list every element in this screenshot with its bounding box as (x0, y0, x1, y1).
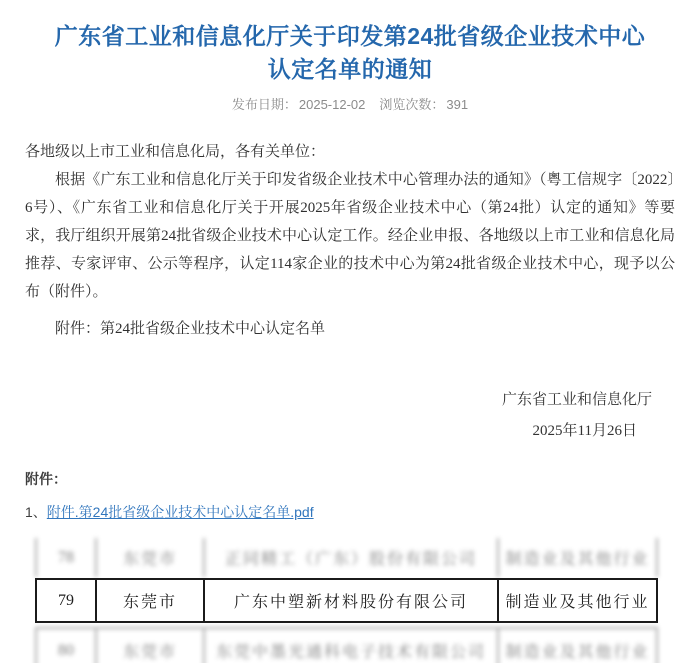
attachments-label: 附件： (25, 471, 67, 487)
views-label: 浏览次数： (379, 97, 445, 112)
sign-date: 2025年11月26日 (532, 423, 637, 439)
cell-row-number: 78 (37, 538, 97, 577)
signer-name: 广东省工业和信息化厅 (501, 392, 652, 408)
cell-row-number: 80 (37, 629, 97, 663)
publish-date-label: 发布日期： (231, 97, 297, 112)
page-title: 广东省工业和信息化厅关于印发第24批省级企业技术中心认定名单的通知 (54, 23, 646, 82)
cell-company: 东莞中墨光通科电子技术有限公司 (205, 629, 499, 663)
cell-industry: 制造业及其他行业 (505, 594, 650, 611)
cell-city: 东莞市 (97, 629, 205, 663)
letter-attachment-note: 附件：第24批省级企业技术中心认定名单 (55, 321, 326, 337)
letter-salutation: 各地级以上市工业和信息化局，各有关单位： (25, 144, 326, 160)
table-row-blurred-above (35, 538, 658, 577)
cell-company: 广东中塑新材料股份有限公司 (205, 580, 499, 621)
letter-paragraph: 根据《广东工业和信息化厅关于印发省级企业技术中心管理办法的通知》（粤工信规字〔2022〕6号）、《广东省工业和信息化厅关于开展2025年省级企业技术中心（第24批）认定的通知》等要求，我厅组织开展第24批省级企业技术中心认定工作。经企业申报、各地级以上市工业和信息化局推荐、专家评审、公示等程序，认定114家企业的技术中心为第24批省级企业技术中心，现予以公布（附件）。 (25, 172, 675, 300)
cell-city: 东莞市 (97, 538, 205, 577)
cell-industry: 制造业及其他行业 (505, 644, 650, 661)
cell-row-number: 79 (37, 580, 97, 621)
attachment-pdf-link[interactable]: 附件.第24批省级企业技术中心认定名单.pdf (46, 504, 314, 520)
views-value: 391 (446, 97, 469, 112)
attachment-index: 1、 (25, 504, 47, 520)
table-row-blurred-below (35, 627, 658, 663)
attachment-item (25, 502, 675, 522)
cell-company: 正同精工（广东）股份有限公司 (205, 538, 499, 577)
attachments-section (25, 469, 675, 522)
table-row-highlighted (35, 578, 658, 623)
meta-line (0, 94, 700, 113)
cell-city: 东莞市 (97, 580, 205, 621)
signature-block (25, 389, 675, 442)
letter-body (25, 138, 675, 343)
publish-date-value: 2025-12-02 (298, 97, 366, 112)
cell-industry: 制造业及其他行业 (505, 551, 650, 568)
